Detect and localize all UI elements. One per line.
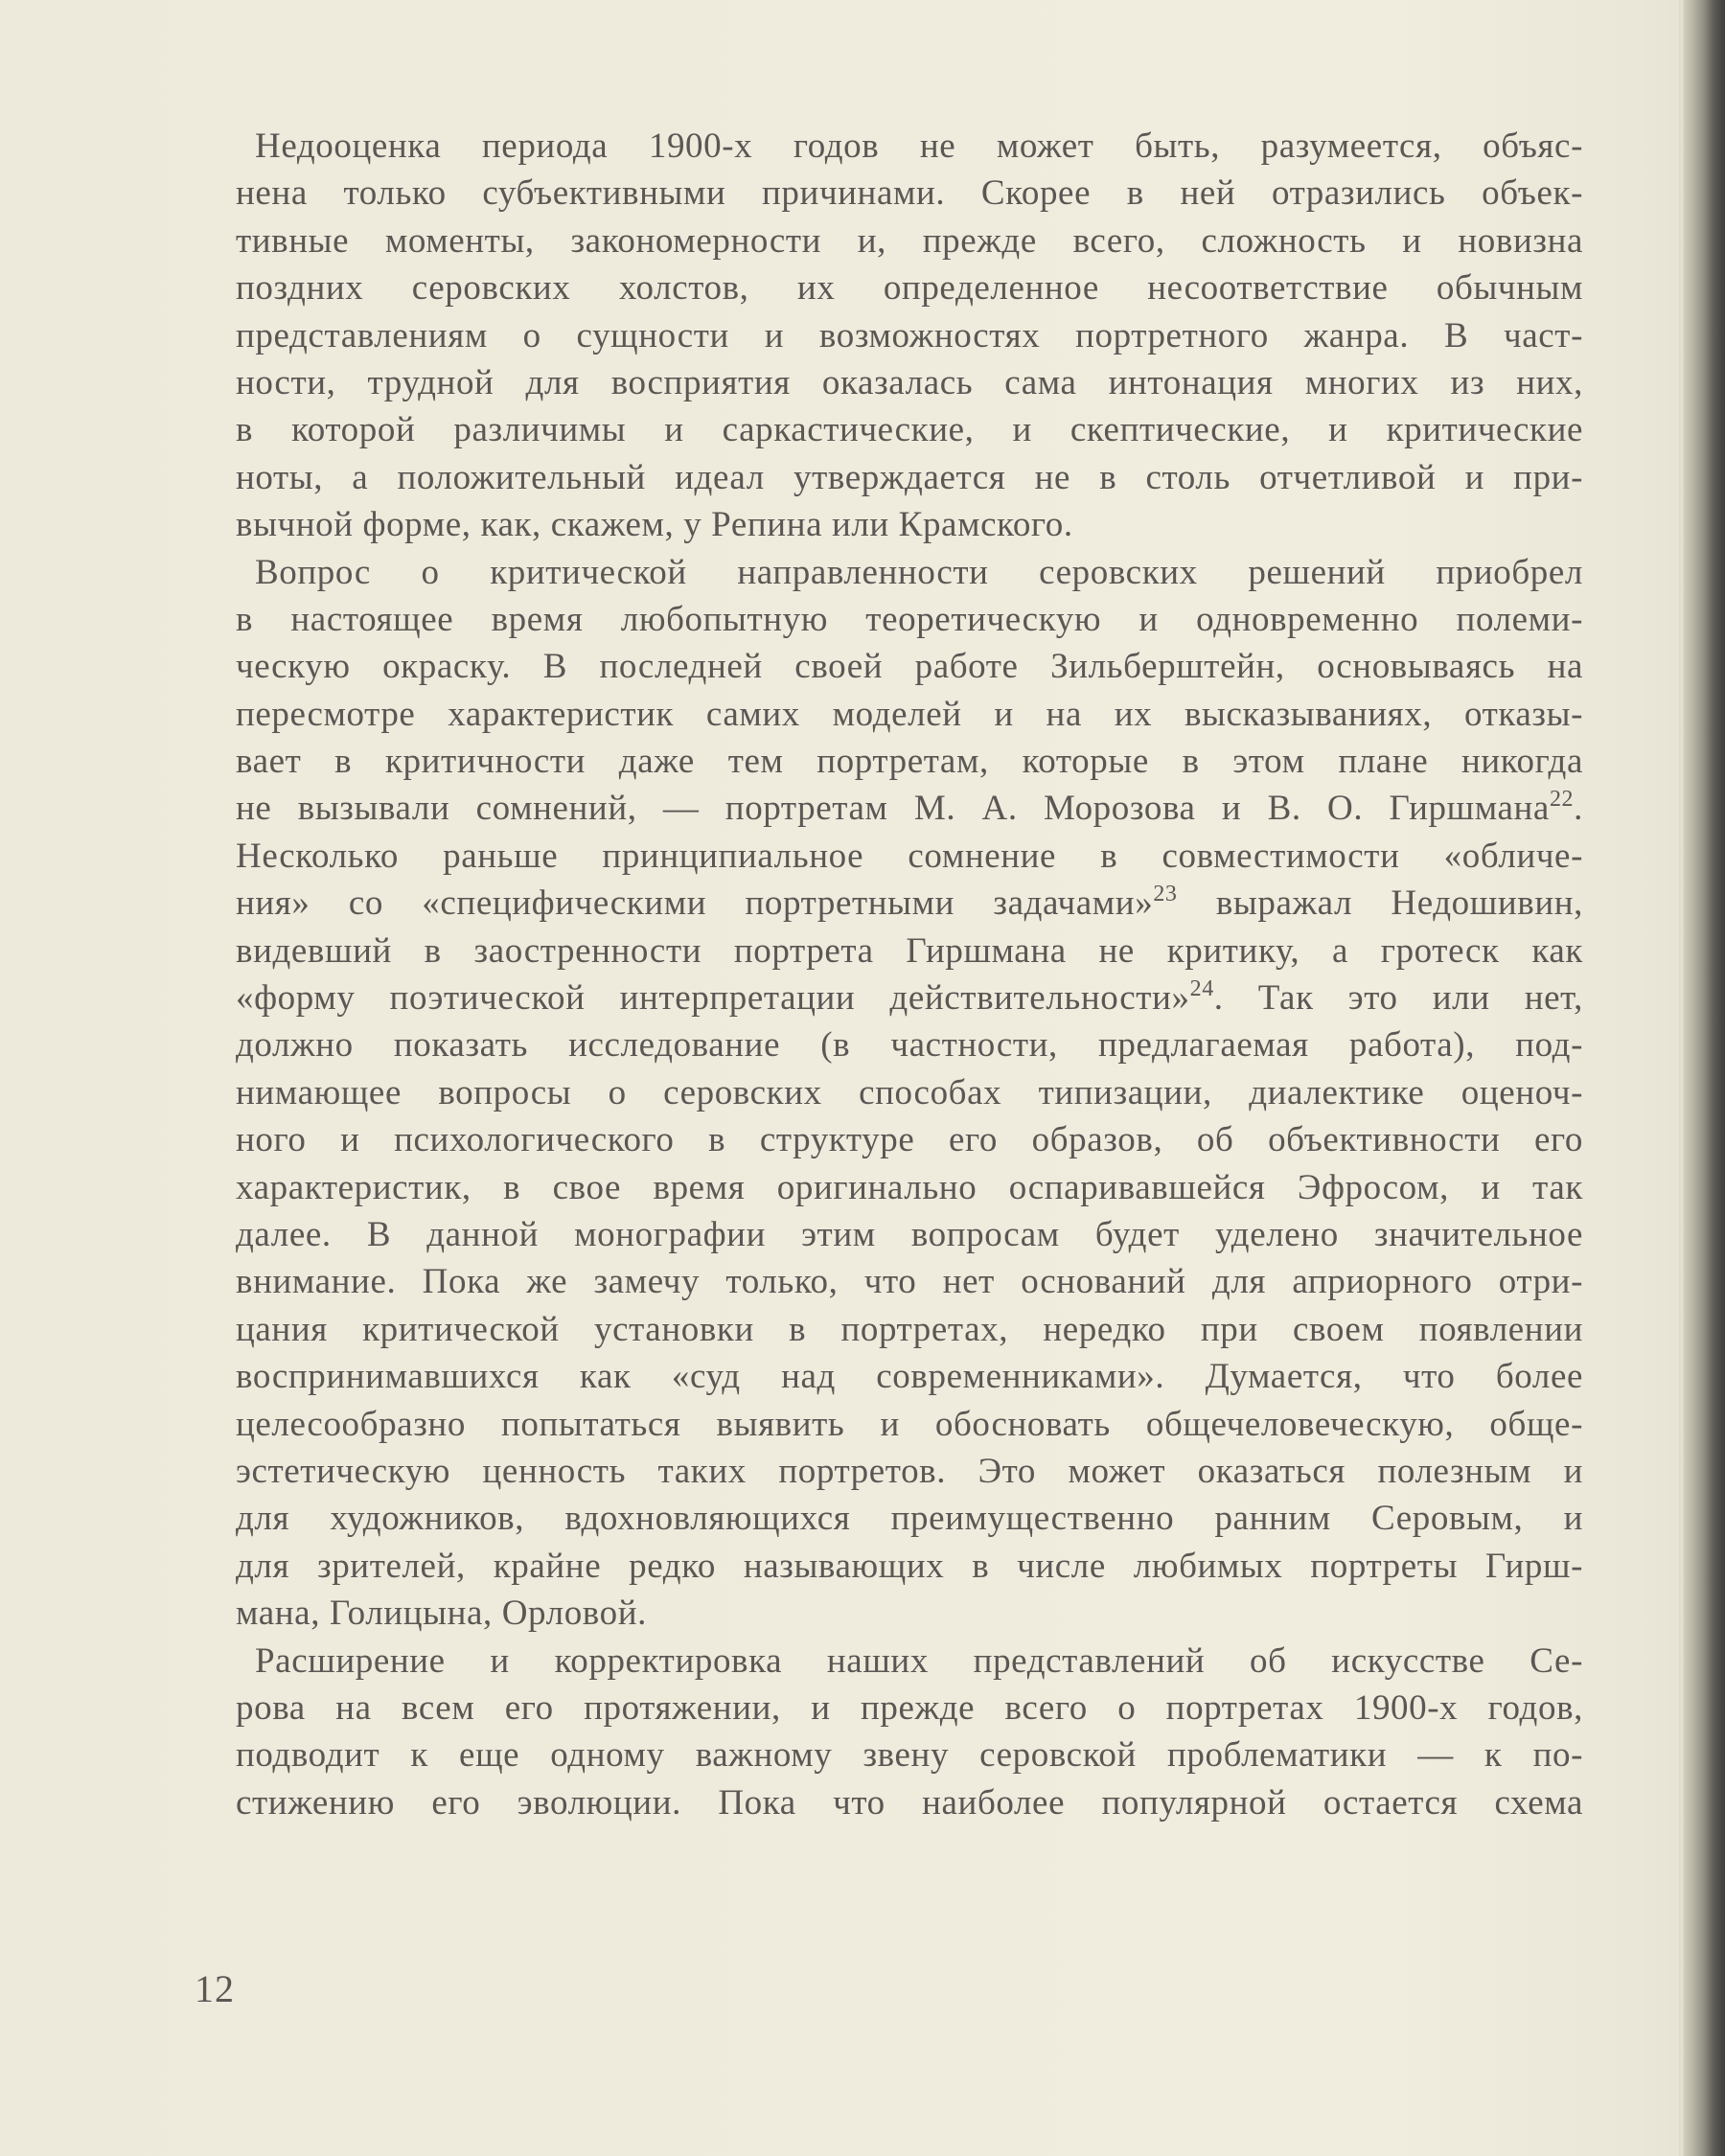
text-segment: выражал Недошивин, [1177, 883, 1583, 924]
page-number: 12 [195, 1967, 235, 2010]
body-text [236, 123, 1583, 1826]
text-line: тивные моменты, закономерности и, прежде всего, сложность и новизна [236, 220, 1583, 261]
text-line: далее. В данной монографии этим вопросам будет уделено значительное [236, 1214, 1583, 1254]
text-line: в настоящее время любопытную теоретическую и одновременно полеми- [236, 599, 1583, 639]
text-segment: . [1574, 789, 1583, 829]
text-line [236, 785, 1583, 832]
text-line [236, 880, 1583, 927]
text-line: нимающее вопросы о серовских способах типизации, диалектике оценоч- [236, 1072, 1583, 1112]
text-line: рова на всем его протяжении, и прежде всего о портретах 1900-х годов, [236, 1687, 1583, 1728]
text-line: ческую окраску. В последней своей работе Зильберштейн, основываясь на [236, 647, 1583, 687]
text-line: целесообразно попытаться выявить и обосновать общечеловеческую, обще- [236, 1404, 1583, 1444]
text-line: должно показать исследование (в частности, предлагаемая работа), под- [236, 1025, 1583, 1066]
paragraph-3 [236, 1638, 1583, 1827]
text-line: стижению его эволюции. Пока что наиболее популярной остается схема [236, 1782, 1583, 1823]
text-line: вает в критичности даже тем портретам, которые в этом плане никогда [236, 742, 1583, 782]
text-line: пересмотре характеристик самих моделей и на их высказываниях, отказы- [236, 694, 1583, 734]
text-line [236, 975, 1583, 1021]
text-line: нена только субъективными причинами. Скорее в ней отразились объек- [236, 173, 1583, 214]
text-segment: ния» со «специфическими портретными задачами» [236, 883, 1154, 924]
text-segment: «форму поэтической интерпретации действительности» [236, 978, 1190, 1019]
footnote-ref-24: 24 [1189, 976, 1214, 1002]
text-line: цания критической установки в портретах, нередко при своем появлении [236, 1309, 1583, 1349]
text-line: представлениям о сущности и возможностях портретного жанра. В част- [236, 315, 1583, 356]
text-line: Несколько раньше принципиальное сомнение в совместимости «обличе- [236, 836, 1583, 876]
text-line: вычной форме, как, скажем, у Репина или Крамского. [236, 505, 1073, 545]
text-line: поздних серовских холстов, их определенное несоответствие обычным [236, 268, 1583, 309]
page-edge-highlight [1679, 0, 1685, 2156]
text-line: воспринимавшихся как «суд над современниками». Думается, что более [236, 1357, 1583, 1397]
paragraph-2 [236, 549, 1583, 1638]
text-line: Вопрос о критической направленности серовских решений приобрел [255, 552, 1583, 592]
book-spine-shadow [1679, 0, 1725, 2156]
text-line: Недооценка периода 1900-х годов не может быть, разумеется, объяс- [255, 126, 1583, 166]
footnote-ref-23: 23 [1153, 882, 1178, 907]
footnote-ref-22: 22 [1549, 787, 1575, 813]
text-line: эстетическую ценность таких портретов. Это может оказаться полезным и [236, 1451, 1583, 1491]
text-line: ноты, а положительный идеал утверждается не в столь отчетливой и при- [236, 457, 1583, 497]
text-line: видевший в заостренности портрета Гиршмана не критику, а гротеск как [236, 930, 1583, 971]
text-line: подводит к еще одному важному звену серовской проблематики — к по- [236, 1735, 1583, 1776]
text-segment: не вызывали сомнений, — портретам М. А. Морозова и В. О. Гиршмана [236, 789, 1550, 829]
text-line: ности, трудной для восприятия оказалась сама интонация многих из них, [236, 362, 1583, 402]
text-line: Расширение и корректировка наших представлений об искусстве Се- [255, 1640, 1583, 1681]
text-line: внимание. Пока же замечу только, что нет оснований для априорного отри- [236, 1262, 1583, 1302]
text-line: характеристик, в свое время оригинально оспаривавшейся Эфросом, и так [236, 1167, 1583, 1207]
text-line: ного и психологического в структуре его образов, об объективности его [236, 1120, 1583, 1160]
text-line: в которой различимы и саркастические, и скептические, и критические [236, 410, 1583, 450]
text-line: мана, Голицына, Орловой. [236, 1594, 647, 1634]
text-line: для художников, вдохновляющихся преимущественно ранним Серовым, и [236, 1499, 1583, 1539]
text-line: для зрителей, крайне редко называющих в числе любимых портреты Гирш- [236, 1546, 1583, 1586]
text-segment: . Так это или нет, [1213, 978, 1583, 1019]
paragraph-1 [236, 123, 1583, 549]
